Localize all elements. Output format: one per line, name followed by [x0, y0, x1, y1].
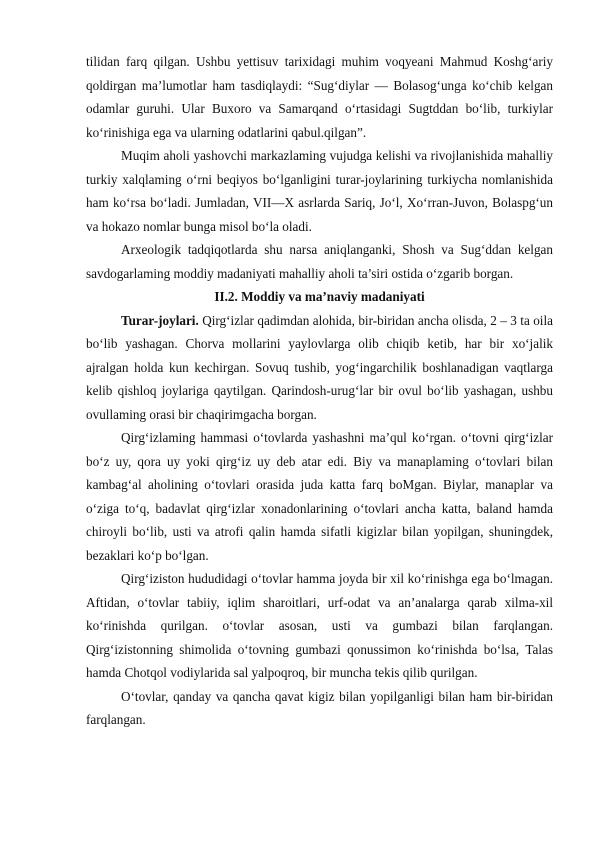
paragraph-continuation: tilidan farq qilgan. Ushbu yettisuv tarixidagi muhim voqyeani Mahmud Koshg‘ariy qoldirgan ma’lumotlar ham tasdiqlaydi: “Sug‘diylar — Bolasog‘unga ko‘chib kelgan odamlar guruhi. Ular Buxoro va Samarqand o‘rtasidagi Sugtddan bo‘lib, turkiylar ko‘rinishiga ega va ularning odatlarini qabul.qilgan”.: [86, 54, 553, 140]
paragraph-yurt-felt: O‘tovlar, qanday va qancha qavat kigiz bilan yopilganligi bilan ham bir-biridan farqlangan.: [86, 688, 553, 727]
paragraph-dwellings: [86, 309, 553, 427]
paragraph-settlements: Muqim aholi yashovchi markazlaming vujudga kelishi va rivojlanishida mahalliy turkiy xalqlaming o‘rni beqiyos bo‘lganligini turar-joylarining turkiycha nomlanishida ham ko‘rsa bo‘ladi. Jumladan, VII—X asrlarda Sariq, Jo‘l, Xo‘rran-Juvon, Bolaspg‘un va hokazo nomlar bunga misol bo‘la oladi.: [86, 148, 553, 234]
section-heading: II.2. Moddiy va ma’naviy madaniyati: [214, 289, 425, 304]
paragraph-yurt-regions: Qirg‘iziston hududidagi o‘tovlar hamma joyda bir xil ko‘rinishga ega bo‘lmagan. Aftidan, o‘tovlar tabiiy, iqlim sharoitlari, urf-odat va an’analarga qarab xilma-xil ko‘rinishda qurilgan. o‘tovlar asosan, usti va gumbazi bilan farqlangan. Qirg‘izistonning shimolida o‘tovning gumbazi qonussimon ko‘rinishda bo‘lsa, Talas hamda Chotqol vodiylarida sal yalpoqroq, bir muncha tekis qilib qurilgan.: [86, 571, 553, 680]
document-page: [86, 50, 553, 732]
paragraph-yurts: Qirg‘izlaming hammasi o‘tovlarda yashashni ma’qul ko‘rgan. o‘tovni qirg‘izlar bo‘z uy, qora uy yoki qirg‘iz uy deb atar edi. Biy va manaplaming o‘tovlari bilan kambag‘al aholining o‘tovlari orasida juda katta farq boMgan. Biylar, manaplar va o‘ziga to‘q, badavlat qirg‘izlar xonadonlarining o‘tovlari ancha katta, baland hamda chiroyli bo‘lib, usti va atrofi qalin hamda sifatli kigizlar bilan yopilgan, shuningdek, bezaklari ko‘p bo‘lgan.: [86, 430, 553, 563]
paragraph-dwellings-text: Qirg‘izlar qadimdan alohida, bir-biridan ancha olisda, 2 – 3 ta oila bo‘lib yashagan. Chorva mollarini yaylovlarga olib chiqib ketib, har bir xo‘jalik ajralgan holda kun kechirgan. Sovuq tushib, yog‘ingarchilik boshlanadigan vaqtlarga kelib qishloq joylariga qaytilgan. Qarindosh-urug‘lar bir ovul bo‘lib yashagan, ushbu ovullaming orasi bir chaqirimgacha borgan.: [86, 312, 553, 422]
paragraph-archaeology: Arxeologik tadqiqotlarda shu narsa aniqlanganki, Shosh va Sug‘ddan kelgan savdogarlaming moddiy madaniyati mahalliy aholi ta’siri ostida o‘zgarib borgan.: [86, 242, 553, 281]
runin-heading: Turar-joylari.: [121, 312, 199, 328]
